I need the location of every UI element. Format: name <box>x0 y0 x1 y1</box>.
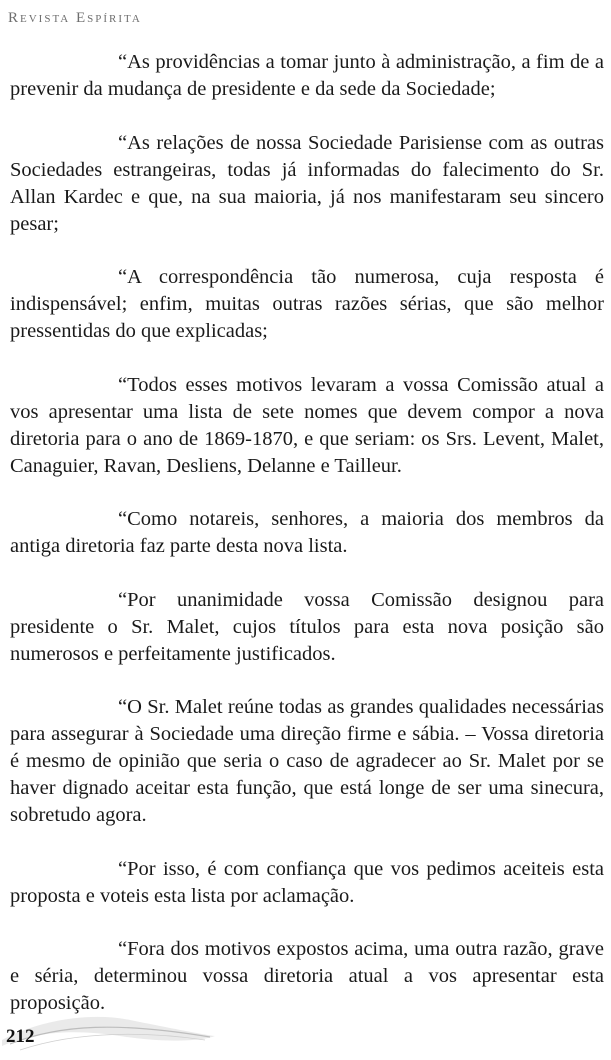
page-number: 212 <box>6 1026 35 1047</box>
paragraph: “Todos esses motivos levaram a vossa Comissão atual a vos apresentar uma lista de sete nomes que devem compor a nova diretoria para o ano de 1869-1870, e que seriam: os Srs. Levent, Malet, Canaguier, Ravan, Desliens, Delanne e Tailleur. <box>10 373 604 477</box>
paragraph: “A correspondência tão numerosa, cuja resposta é indispensável; enfim, muitas outras razões sérias, que são melhor pressentidas do que explicadas; <box>10 266 604 342</box>
paragraph: “As relações de nossa Sociedade Parisiense com as outras Sociedades estrangeiras, todas já informadas do falecimento do Sr. Allan Kardec e que, na sua maioria, já nos manifestaram seu sincero pesar; <box>10 131 604 235</box>
paragraph: “Por unanimidade vossa Comissão designou para presidente o Sr. Malet, cujos títulos para esta nova posição são numerosos e perfeitamente justificados. <box>10 588 604 665</box>
body-text <box>10 49 604 1044</box>
paragraph: “Por isso, é com confiança que vos pedimos aceiteis esta proposta e voteis esta lista por aclamação. <box>10 857 604 907</box>
paragraph: “Fora dos motivos expostos acima, uma outra razão, grave e séria, determinou vossa diretoria atual a vos apresentar esta proposição. <box>10 938 604 1014</box>
running-header: Revista Espírita <box>8 10 142 26</box>
paragraph: “Como notareis, senhores, a maioria dos membros da antiga diretoria faz parte desta nova lista. <box>10 508 604 557</box>
decorative-swoosh <box>0 1000 260 1060</box>
paragraph: “As providências a tomar junto à administração, a fim de a prevenir da mudança de presidente e da sede da Sociedade; <box>10 51 604 100</box>
paragraph: “O Sr. Malet reúne todas as grandes qualidades necessárias para assegurar à Sociedade uma direção firme e sábia. – Vossa diretoria é mesmo de opinião que seria o caso de agradecer ao Sr. Malet por se haver dignado aceitar esta função, que está longe de ser uma sinecura, sobretudo agora. <box>10 696 604 826</box>
